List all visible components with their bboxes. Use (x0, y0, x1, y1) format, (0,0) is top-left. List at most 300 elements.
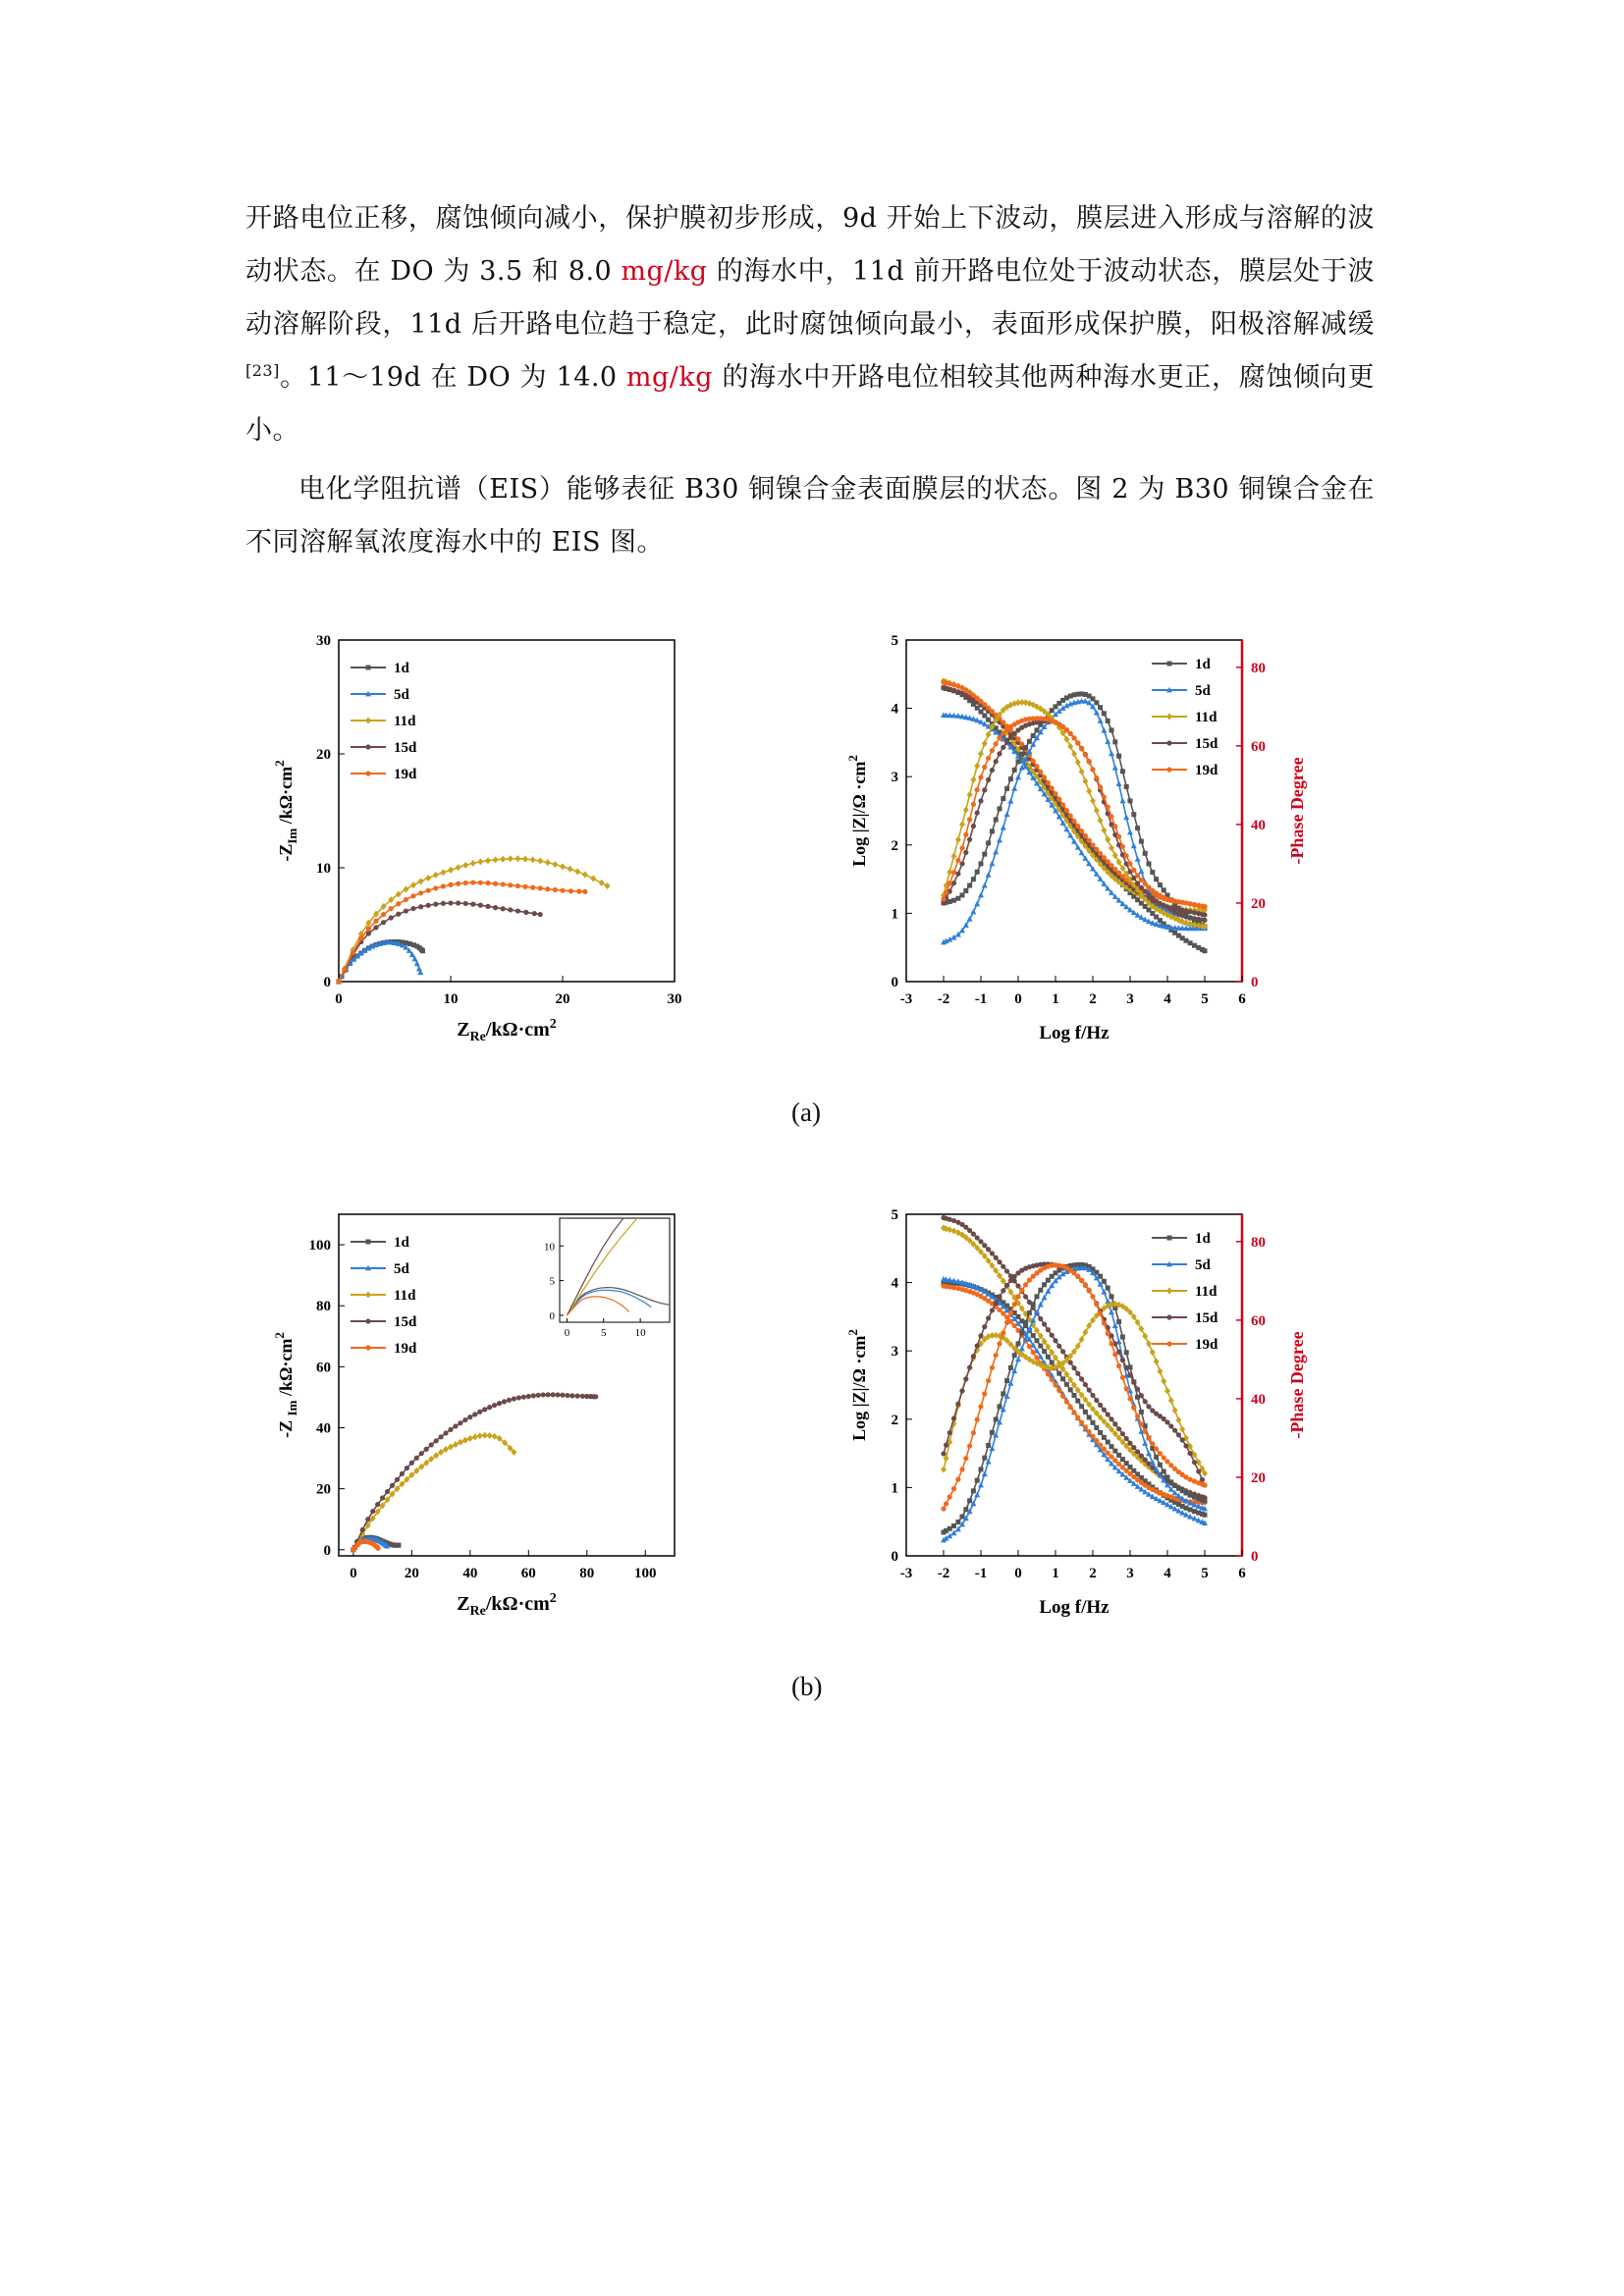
data-point-1d-phase (982, 1456, 987, 1461)
data-point-19d (381, 912, 386, 917)
data-point-19d-phase (1124, 1386, 1129, 1391)
data-point-19d-phase (1158, 1451, 1163, 1456)
data-point-11d-phase (1075, 759, 1081, 766)
data-point-19d-logz (1087, 838, 1092, 843)
legend-marker-1d (366, 1240, 371, 1245)
data-point-19d-logz (1064, 808, 1069, 813)
data-point-19d-phase (1202, 1482, 1207, 1487)
data-point-1d-phase (1042, 1282, 1047, 1287)
data-point-11d-phase (1157, 1367, 1163, 1374)
data-point-19d-logz (1102, 855, 1107, 860)
data-point-15d (448, 900, 453, 905)
data-point-1d-logz (1083, 1410, 1088, 1415)
y-tick-label: 5 (891, 633, 898, 649)
data-point-15d-phase (1172, 1428, 1177, 1433)
data-point-11d (456, 864, 461, 871)
data-point-15d-logz (1090, 1393, 1095, 1398)
data-point-15d (409, 1461, 414, 1466)
data-point-19d-phase (1027, 1278, 1032, 1283)
x-tick-label: 4 (1164, 991, 1171, 1007)
legend-label-1d: 1d (1195, 657, 1211, 672)
data-point-15d-logz (978, 1239, 983, 1244)
data-point-1d-phase (1147, 861, 1152, 866)
data-point-19d-phase (944, 1501, 948, 1506)
data-point-5d-phase (1135, 856, 1141, 862)
data-point-11d-phase (1168, 1397, 1174, 1404)
data-point-19d-phase (1139, 878, 1144, 882)
data-point-19d-phase (941, 1506, 946, 1511)
x-tick-label: 30 (667, 991, 682, 1007)
data-point-5d-phase (993, 849, 999, 855)
data-point-5d-phase (1142, 1440, 1148, 1446)
data-point-15d-logz (1202, 918, 1207, 923)
data-point-1d-phase (1098, 1274, 1103, 1279)
data-point-19d (515, 883, 520, 888)
x-tick-label: 0 (1014, 1566, 1022, 1581)
data-point-1d-phase (1203, 1498, 1208, 1503)
data-point-15d-phase (955, 872, 960, 877)
data-point-15d-phase (1164, 1419, 1169, 1424)
data-point-19d-phase (997, 1341, 1001, 1346)
data-point-1d-phase (1008, 1365, 1013, 1370)
data-point-19d-phase (963, 1456, 968, 1461)
data-point-15d-logz (1102, 1408, 1107, 1413)
data-point-19d (433, 885, 438, 890)
data-point-15d-logz (1098, 1403, 1103, 1408)
data-point-15d (532, 911, 537, 916)
data-point-1d-logz (1035, 1338, 1040, 1343)
data-point-19d (351, 950, 355, 955)
data-point-1d-logz (1072, 1393, 1077, 1398)
data-point-1d-phase (963, 1507, 968, 1512)
data-point-19d-logz (1106, 859, 1110, 864)
data-point-1d-phase (1154, 877, 1159, 881)
data-point-19d-logz (1112, 1458, 1117, 1463)
data-point-11d (482, 1432, 488, 1439)
data-point-15d (492, 1403, 497, 1408)
data-point-19d (538, 885, 543, 890)
data-point-1d-phase (998, 806, 1002, 811)
data-point-15d (400, 1471, 405, 1476)
data-point-19d-logz (1083, 833, 1088, 838)
data-point-15d-logz (1038, 1316, 1043, 1321)
data-point-1d-phase (963, 888, 968, 893)
data-point-5d-phase (1138, 869, 1144, 875)
data-point-19d-logz (951, 1285, 956, 1290)
data-point-19d-logz (1071, 1410, 1076, 1415)
data-point-5d-phase (978, 892, 984, 898)
data-point-15d (389, 915, 394, 920)
data-point-1d-phase (1031, 1302, 1036, 1307)
data-point-5d-phase (1146, 1451, 1152, 1457)
data-point-1d-phase (955, 1520, 960, 1524)
data-point-1d-phase (1139, 839, 1144, 844)
data-point-19d-logz (1042, 774, 1047, 779)
data-point-15d (565, 1393, 569, 1398)
data-point-15d-phase (1139, 885, 1144, 890)
data-point-15d (370, 1509, 375, 1514)
data-point-19d-phase (1079, 746, 1084, 751)
data-point-1d-phase (951, 1523, 956, 1528)
data-point-11d (425, 875, 431, 881)
data-point-11d-phase (950, 853, 956, 860)
y-axis-title: Log $|Z|/\Omega \cdot cm^2$ (845, 755, 869, 867)
data-point-19d-phase (1109, 1341, 1113, 1346)
data-point-15d (463, 901, 468, 906)
data-point-19d-phase (978, 774, 983, 779)
data-point-1d-phase (1131, 812, 1136, 817)
data-point-19d-phase (1098, 1310, 1103, 1315)
data-point-5d-phase (1007, 798, 1013, 804)
data-point-19d-logz (1068, 1405, 1073, 1410)
data-point-19d-phase (1106, 1331, 1110, 1336)
figure-b-nyquist (265, 1193, 776, 1644)
data-point-19d-phase (1131, 1406, 1136, 1411)
data-point-1d-phase (1120, 769, 1125, 774)
data-point-15d-logz (1056, 1344, 1061, 1349)
data-point-1d-phase (1027, 739, 1032, 744)
data-point-19d-phase (1127, 861, 1132, 866)
data-point-11d (568, 866, 573, 873)
data-point-5d-phase (1127, 829, 1133, 835)
data-point-1d-phase (1124, 784, 1129, 789)
data-point-15d (424, 1447, 429, 1452)
data-point-1d (396, 1543, 401, 1548)
data-point-11d (462, 1437, 468, 1444)
data-point-15d (531, 1393, 536, 1398)
data-point-15d (414, 1456, 419, 1461)
data-point-11d-phase (963, 807, 969, 814)
data-point-19d-phase (1075, 1274, 1080, 1279)
data-point-19d-logz (1001, 720, 1005, 724)
data-point-19d-phase (1023, 1282, 1028, 1287)
series-line-11d (353, 1435, 514, 1550)
data-point-15d-phase (997, 751, 1001, 756)
data-point-19d-logz (1046, 1371, 1051, 1376)
data-point-15d (526, 1394, 531, 1399)
data-point-19d (373, 919, 378, 924)
data-point-19d-logz (1079, 1419, 1084, 1424)
data-point-5d-phase (1105, 738, 1110, 744)
data-point-11d (500, 856, 506, 863)
data-point-1d-phase (967, 883, 972, 888)
y-tick-label: 40 (316, 1420, 331, 1437)
y2-tick-label: 60 (1251, 1312, 1266, 1329)
legend-label-15d: 15d (1195, 1310, 1218, 1326)
x-tick-label: 60 (520, 1566, 536, 1581)
y2-tick-label: 60 (1251, 738, 1266, 755)
data-point-15d-phase (1008, 735, 1013, 740)
data-point-19d-phase (1112, 824, 1117, 828)
data-point-19d-logz (1094, 847, 1099, 852)
data-point-19d-phase (986, 756, 991, 761)
data-point-1d-phase (990, 828, 995, 833)
data-point-1d-logz (1038, 1344, 1043, 1349)
data-point-1d-phase (1019, 1330, 1024, 1335)
data-point-15d-phase (990, 768, 995, 773)
data-point-15d (426, 903, 431, 908)
data-point-1d-logz (1188, 1508, 1193, 1513)
data-point-15d-phase (1135, 1386, 1140, 1391)
data-point-19d (410, 893, 415, 898)
inset-x-tick-label: 0 (564, 1327, 570, 1339)
data-point-1d-logz (1031, 1333, 1036, 1338)
data-point-19d (582, 889, 587, 894)
data-point-19d (426, 888, 431, 893)
data-point-19d-phase (955, 1477, 960, 1482)
data-point-1d-phase (947, 899, 952, 904)
data-point-11d-phase (1094, 807, 1100, 814)
data-point-19d-logz (1031, 1350, 1036, 1355)
legend-label-15d: 15d (394, 1314, 417, 1330)
x-tick-label: 1 (1052, 991, 1059, 1007)
x-tick-label: 0 (335, 991, 343, 1007)
x-tick-label: -2 (937, 1566, 950, 1581)
data-point-19d-phase (951, 1486, 956, 1491)
y-tick-label: 5 (891, 1207, 898, 1223)
data-point-15d-phase (959, 1388, 964, 1393)
data-point-15d-phase (978, 1333, 983, 1338)
data-point-19d (522, 884, 527, 889)
x-tick-label: 1 (1052, 1566, 1059, 1581)
data-point-5d-phase (1131, 843, 1137, 849)
data-point-15d-phase (975, 1343, 980, 1348)
data-point-19d-logz (1060, 802, 1065, 807)
data-point-1d-phase (1162, 1469, 1166, 1474)
legend-marker-15d (365, 1318, 370, 1323)
data-point-15d (477, 1410, 482, 1415)
data-point-19d-phase (1164, 1459, 1169, 1464)
data-point-1d-phase (1188, 916, 1193, 921)
data-point-1d-phase (967, 1498, 972, 1503)
legend-label-5d: 5d (1195, 1257, 1211, 1273)
data-point-1d-phase (1110, 1294, 1114, 1299)
data-point-11d-phase (1179, 1426, 1185, 1433)
data-point-11d (470, 860, 476, 867)
data-point-15d (470, 902, 475, 907)
data-point-5d-phase (1011, 785, 1017, 791)
data-point-19d-phase (1083, 1282, 1088, 1287)
data-point-11d (440, 869, 446, 876)
data-point-11d (605, 882, 611, 889)
data-point-1d-phase (1012, 1353, 1017, 1358)
data-point-1d-logz (1056, 1371, 1061, 1376)
data-point-15d-logz (1042, 1321, 1047, 1326)
data-point-15d-phase (986, 1315, 991, 1320)
data-point-19d-phase (1127, 1396, 1132, 1401)
data-point-19d-logz (1109, 863, 1113, 868)
data-point-1d-logz (1068, 1387, 1073, 1392)
data-point-1d-logz (1203, 1513, 1208, 1518)
x-tick-label: 0 (350, 1566, 357, 1581)
data-point-11d (590, 875, 596, 881)
data-point-1d-logz (1087, 1415, 1092, 1419)
data-point-19d-phase (1083, 753, 1088, 758)
data-point-15d-phase (944, 1443, 948, 1448)
data-point-5d-phase (1001, 825, 1006, 830)
data-point-15d (541, 1392, 546, 1397)
data-point-15d-phase (1183, 1443, 1188, 1448)
caption-b: (b) (791, 1672, 823, 1701)
data-point-1d-logz (1060, 1376, 1065, 1381)
series-line-19d (339, 882, 585, 982)
data-point-11d-phase (982, 740, 988, 747)
data-point-11d-phase (1154, 1358, 1160, 1364)
data-point-15d-phase (1001, 745, 1005, 750)
data-point-15d-phase (1139, 1393, 1144, 1398)
data-point-11d (514, 855, 520, 862)
data-point-1d-phase (1143, 851, 1148, 856)
data-point-1d-logz (1098, 1430, 1103, 1435)
data-point-19d-phase (963, 832, 968, 837)
data-point-15d (515, 908, 520, 913)
data-point-19d-logz (990, 709, 995, 714)
data-point-19d-logz (1079, 828, 1084, 833)
data-point-15d (485, 904, 490, 909)
data-point-19d-phase (1068, 731, 1073, 736)
legend-label-1d: 1d (1195, 1231, 1211, 1247)
data-point-1d-logz (1046, 1355, 1051, 1360)
data-point-11d (582, 871, 588, 878)
x-tick-label: 5 (1201, 1566, 1209, 1581)
data-point-19d-phase (1087, 760, 1092, 765)
data-point-15d-phase (955, 1402, 960, 1407)
data-point-11d (492, 1433, 498, 1440)
data-point-15d-phase (941, 1451, 946, 1456)
x-axis-title: $Z_{Re}/k\Omega\cdot cm^2$ (457, 1017, 557, 1044)
legend-label-19d: 19d (394, 767, 417, 782)
legend-marker-1d (1167, 662, 1172, 667)
data-point-15d-logz (1015, 1283, 1020, 1288)
x-tick-label: 3 (1126, 1566, 1134, 1581)
data-point-5d-phase (1004, 812, 1010, 818)
data-point-15d (419, 1451, 424, 1456)
data-point-19d-phase (1135, 1414, 1140, 1418)
data-point-19d-logz (1098, 851, 1103, 856)
data-point-11d-phase (967, 791, 973, 798)
data-point-19d-logz (1109, 1454, 1113, 1459)
data-point-19d (493, 881, 498, 886)
data-point-19d-logz (1075, 1415, 1080, 1419)
data-point-5d-phase (989, 861, 995, 867)
data-point-19d-logz (1050, 1377, 1055, 1382)
data-point-11d (493, 856, 499, 863)
data-point-11d (462, 862, 468, 869)
data-point-19d-phase (967, 1443, 972, 1448)
data-point-15d-phase (967, 1365, 972, 1370)
data-point-5d-phase (1101, 727, 1107, 733)
legend-label-19d: 19d (1195, 763, 1218, 778)
data-point-19d-phase (1112, 1352, 1117, 1357)
data-point-15d (375, 1502, 380, 1507)
data-point-5d (414, 961, 420, 967)
data-point-15d (462, 1417, 467, 1422)
data-point-5d-phase (1015, 774, 1021, 780)
legend-label-11d: 11d (1195, 710, 1218, 725)
data-point-19d-logz (1064, 1399, 1069, 1404)
data-point-5d-phase (997, 837, 1002, 843)
data-point-15d-logz (1079, 1376, 1084, 1381)
series-line-15d (353, 1395, 596, 1550)
data-point-15d (467, 1415, 472, 1419)
data-point-1d-phase (994, 1416, 999, 1421)
data-point-1d-phase (1023, 745, 1028, 750)
data-point-15d-phase (986, 777, 991, 782)
data-point-19d-phase (1001, 1330, 1005, 1335)
data-point-11d-phase (974, 763, 980, 770)
x-tick-label: -1 (974, 1566, 988, 1581)
x-axis-title: Log f/Hz (1039, 1023, 1110, 1043)
data-point-19d-logz (1075, 824, 1080, 828)
data-point-19d-phase (1143, 881, 1148, 886)
unit-mgkg-2: mg/kg (625, 362, 714, 393)
data-point-15d (523, 910, 528, 915)
data-point-19d-logz (1068, 813, 1073, 818)
data-point-15d-phase (1127, 1372, 1132, 1377)
data-point-19d (470, 880, 475, 884)
data-point-1d-phase (1001, 796, 1005, 801)
data-point-1d-phase (1120, 1334, 1125, 1339)
y-tick-label: 2 (891, 837, 898, 854)
data-point-15d-logz (1131, 1445, 1136, 1450)
data-point-15d-phase (1012, 1274, 1017, 1279)
data-point-19d-logz (1087, 1429, 1092, 1434)
data-point-15d (472, 1412, 477, 1416)
data-point-1d-phase (1139, 1410, 1144, 1415)
data-point-11d-phase (978, 750, 984, 757)
data-point-15d-logz (1046, 1327, 1051, 1332)
data-point-19d (376, 1546, 381, 1551)
data-point-15d-logz (1139, 1454, 1144, 1459)
data-point-15d (580, 1394, 585, 1399)
inset-y-tick-label: 10 (544, 1241, 555, 1254)
data-point-15d-phase (994, 759, 999, 764)
data-point-15d-logz (971, 1232, 976, 1237)
data-point-15d (390, 1483, 395, 1488)
y-axis-title: -Z $_{Im}$ $/k\Omega\cdot cm^2$ (272, 1332, 299, 1438)
data-point-1d-phase (1023, 1320, 1028, 1325)
data-point-1d-logz (1112, 1449, 1117, 1454)
data-point-19d (568, 888, 573, 893)
data-point-15d (418, 904, 423, 909)
data-point-15d-logz (1109, 1416, 1113, 1421)
data-point-1d-logz (1042, 1349, 1047, 1354)
data-point-15d (433, 902, 438, 907)
data-point-19d-logz (1046, 780, 1051, 785)
data-point-5d-phase (1123, 814, 1129, 820)
legend-label-15d: 15d (1195, 736, 1218, 752)
data-point-15d-logz (1094, 1398, 1099, 1403)
x-axis-title: Log f/Hz (1039, 1597, 1110, 1618)
data-point-19d-phase (959, 845, 964, 850)
data-point-19d (358, 935, 363, 940)
data-point-15d-logz (1127, 1441, 1132, 1446)
data-point-19d-phase (994, 1353, 999, 1358)
legend-marker-19d (365, 771, 370, 775)
data-point-11d (522, 856, 528, 863)
data-point-15d-logz (1087, 1387, 1092, 1392)
data-point-1d-phase (1012, 768, 1017, 773)
data-point-1d-logz (1064, 1382, 1069, 1387)
data-point-19d-logz (1083, 1424, 1088, 1429)
data-point-11d (508, 855, 514, 862)
x-tick-label: -3 (899, 991, 913, 1007)
data-point-1d-logz (1102, 1435, 1107, 1440)
data-point-15d-logz (1120, 1431, 1125, 1436)
data-point-1d-phase (1158, 1463, 1163, 1468)
legend-label-1d: 1d (394, 661, 409, 676)
y-tick-label: 0 (891, 1549, 898, 1565)
